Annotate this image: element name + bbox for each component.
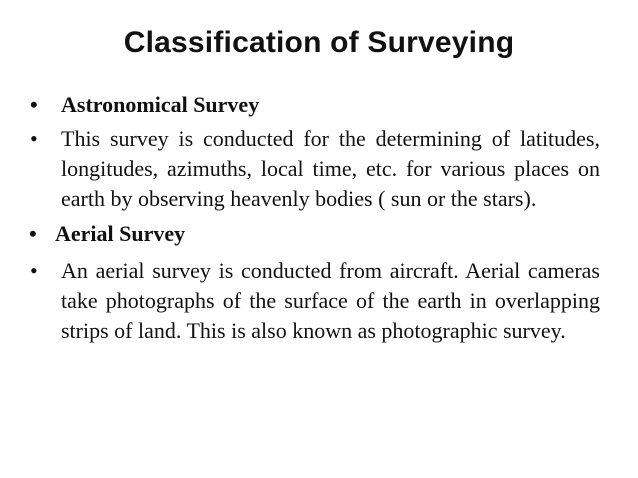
item-text: Astronomical Survey — [61, 92, 260, 117]
item-text: Aerial Survey — [55, 221, 186, 246]
bullet-marker: • — [30, 258, 38, 283]
bullet-marker: • — [30, 126, 38, 151]
slide-title: Classification of Surveying — [123, 26, 515, 59]
bullet-marker: • — [30, 92, 38, 117]
slide-content — [24, 90, 600, 346]
item-text: An aerial survey is conducted from aircraft. Aerial cameras take photographs of the surface of the earth in overlapping strips of land. This is also known as photographic survey. — [61, 258, 600, 343]
item-text: This survey is conducted for the determining of latitudes, longitudes, azimuths, local time, etc. for various places on earth by observing heavenly bodies ( sun or the stars). — [61, 126, 600, 211]
bullet-marker: • — [29, 221, 37, 246]
bullet-item-aerial-survey — [24, 219, 600, 249]
bullet-item-astronomical-description — [24, 124, 600, 214]
bullet-item-aerial-description — [24, 256, 600, 346]
bullet-item-astronomical-survey — [24, 90, 600, 120]
